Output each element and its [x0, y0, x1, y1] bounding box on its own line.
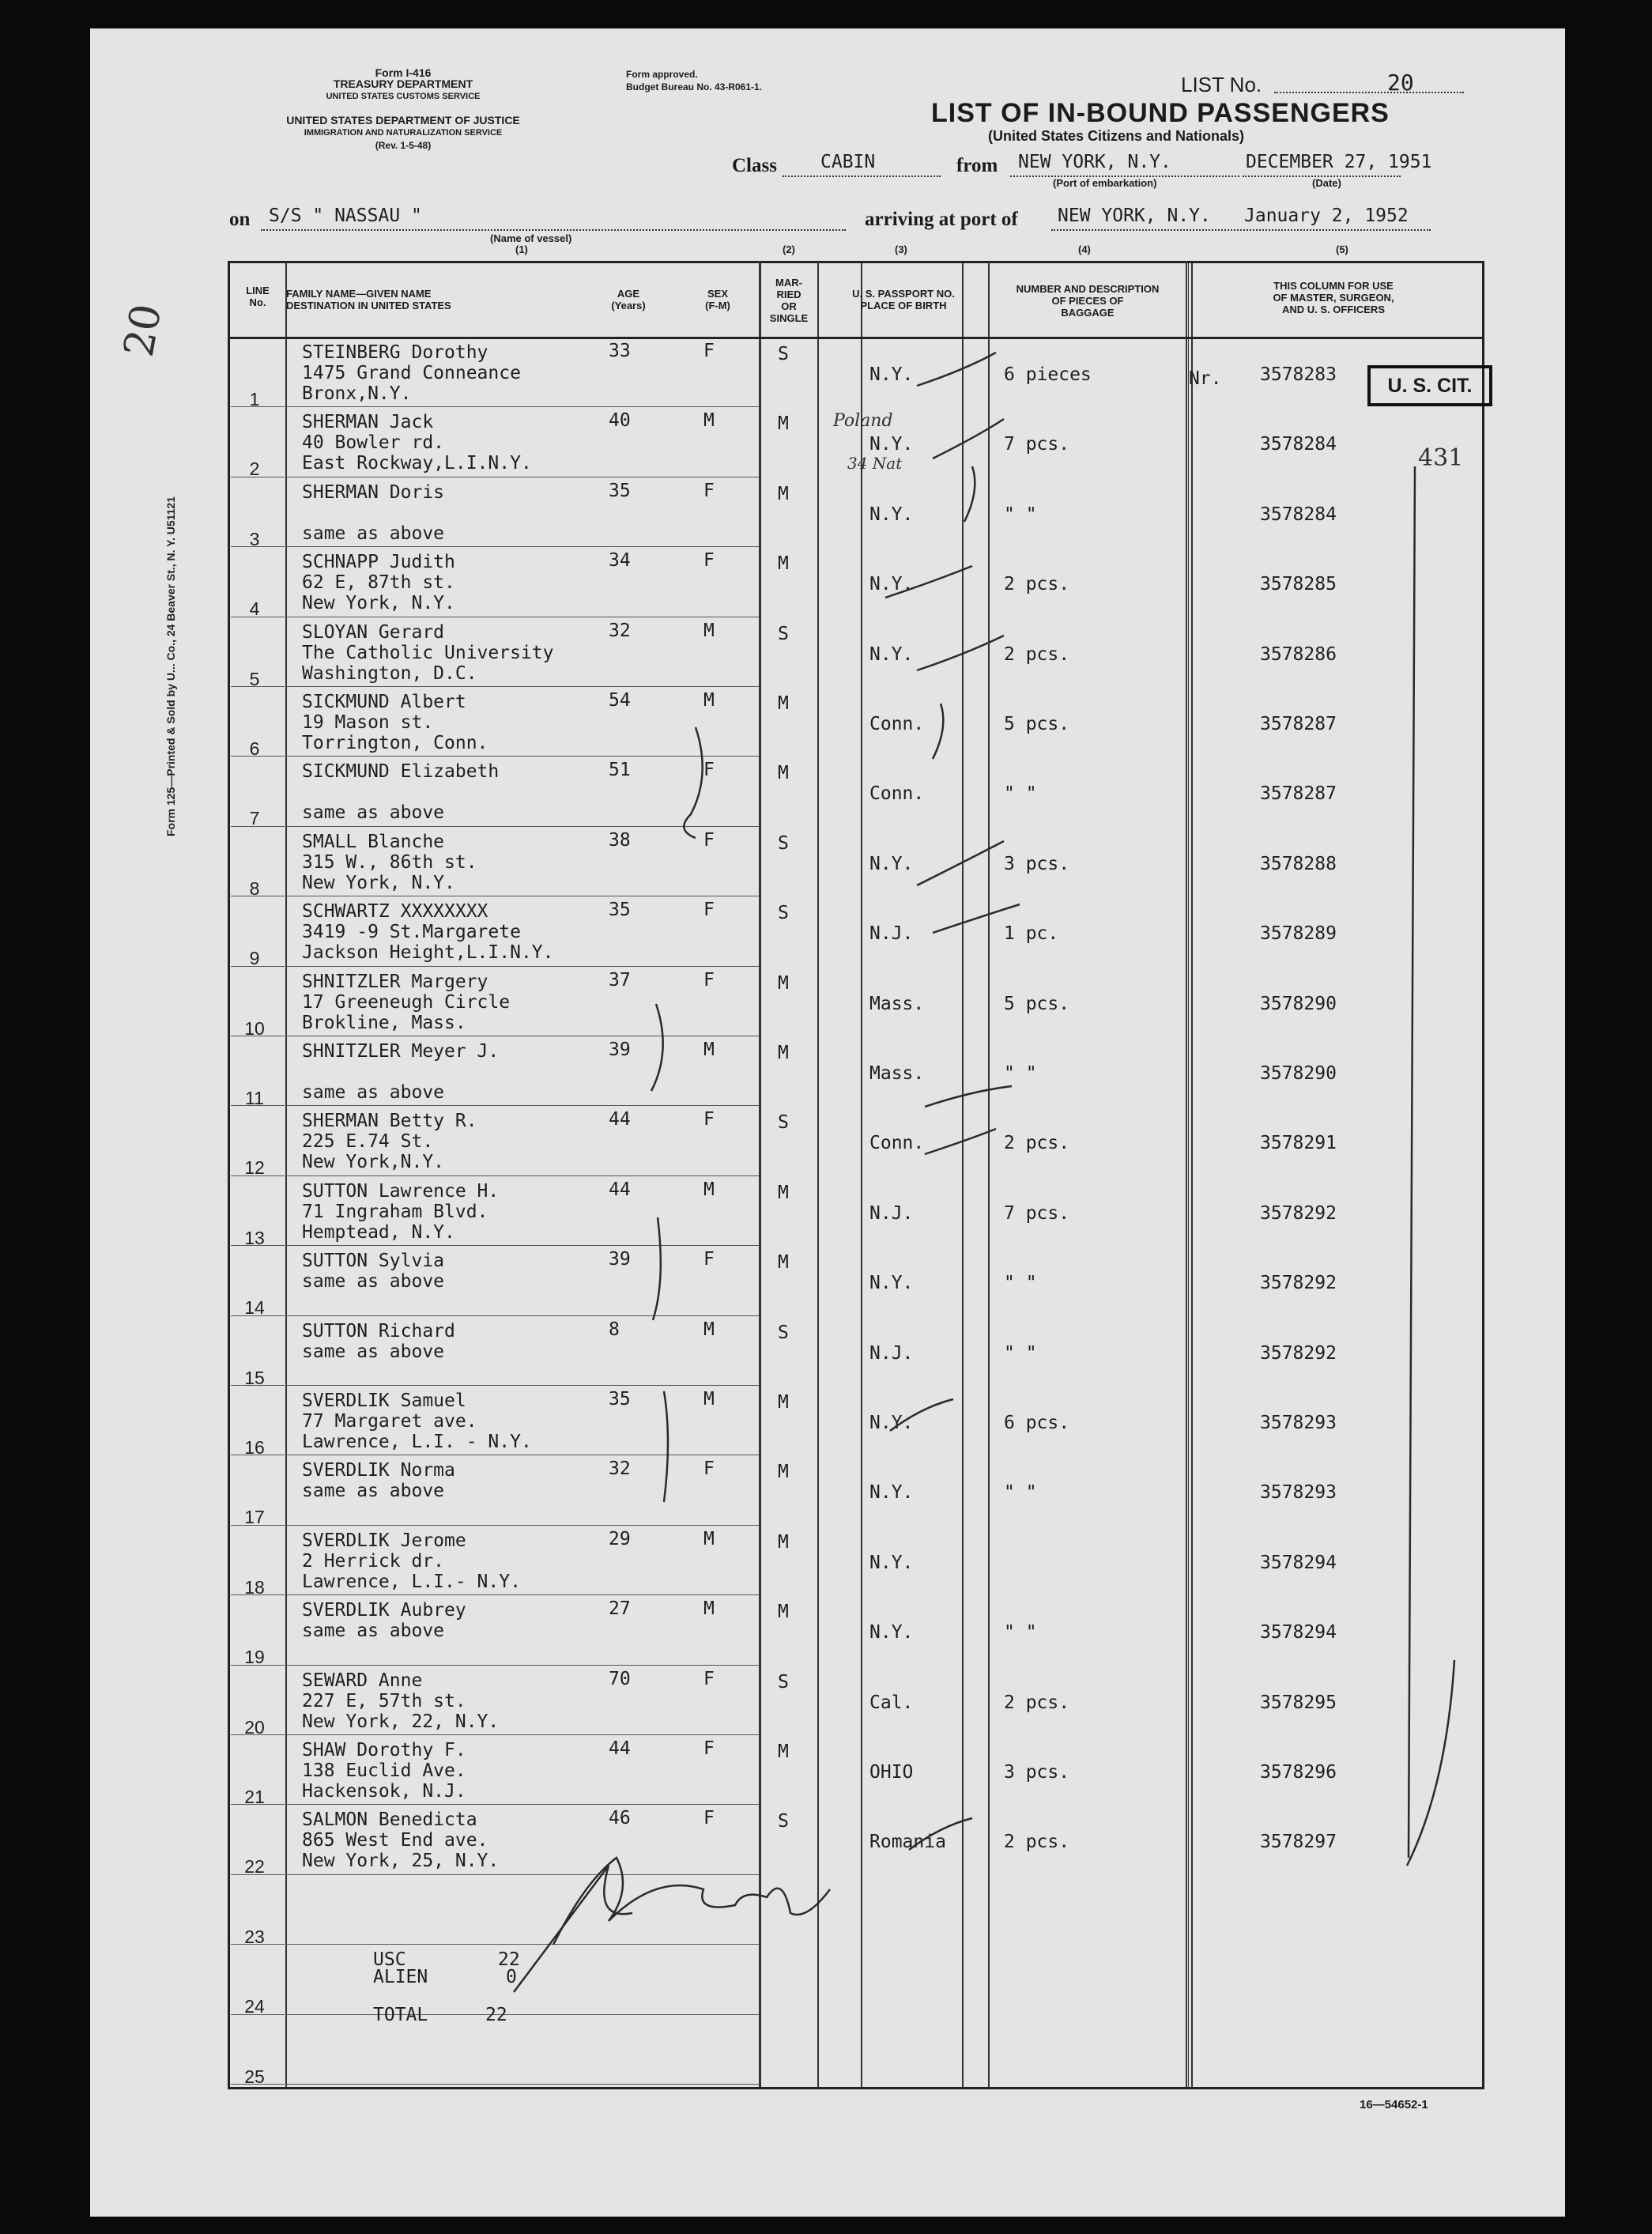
- handwritten-431: 431: [1418, 444, 1464, 472]
- place-of-birth: Cal.: [869, 1692, 914, 1713]
- sex: M: [703, 410, 715, 432]
- passenger-name-line: 865 West End ave.: [302, 1830, 488, 1851]
- passenger-name-line: Brokline, Mass.: [302, 1012, 466, 1033]
- signature: [553, 1858, 830, 1945]
- ticket-number: 3578291: [1260, 1133, 1337, 1154]
- line-number: 12: [244, 1157, 265, 1179]
- list-no-value: 20: [1387, 70, 1414, 96]
- arrival-date-value: January 2, 1952: [1244, 206, 1409, 226]
- marital-status: M: [778, 1602, 789, 1623]
- passenger-name-line: 40 Bowler rd.: [302, 432, 445, 454]
- caption-3: (3): [895, 243, 907, 255]
- officer-slash: [1407, 1660, 1454, 1866]
- vessel-caption: (Name of vessel): [490, 232, 572, 244]
- ticket-number: 3578296: [1260, 1762, 1337, 1783]
- place-of-birth: N.J.: [869, 923, 914, 945]
- line-number: 22: [244, 1856, 265, 1877]
- passenger-name-line: 227 E, 57th st.: [302, 1690, 466, 1711]
- place-of-birth: N.Y.: [869, 1552, 914, 1573]
- line-number: 10: [244, 1017, 265, 1039]
- check-mark: [933, 704, 943, 759]
- passenger-name-line: 77 Margaret ave.: [302, 1411, 477, 1432]
- passenger-name-line: The Catholic University: [302, 642, 554, 663]
- sex: F: [703, 1738, 715, 1759]
- line-number: 1: [249, 389, 260, 409]
- sex: M: [703, 690, 715, 711]
- age: 33: [609, 341, 631, 361]
- line-number: 11: [245, 1088, 264, 1108]
- age: 39: [609, 1040, 631, 1060]
- check-mark: [917, 841, 1004, 885]
- baggage: " ": [1004, 1482, 1037, 1504]
- form-approved: Form approved.: [626, 69, 698, 80]
- ticket-number: 3578283: [1260, 364, 1337, 385]
- place-of-birth: Romania: [869, 1832, 946, 1853]
- line-number: 2: [249, 458, 260, 480]
- line-number: 13: [244, 1227, 265, 1248]
- sex: F: [703, 1109, 715, 1130]
- header-age: AGE (Years): [611, 288, 646, 311]
- marital-status: S: [778, 903, 789, 924]
- age: 44: [609, 1109, 631, 1130]
- age: 29: [609, 1528, 631, 1549]
- age: 32: [609, 620, 631, 641]
- passenger-name-line: 3419 -9 St.Margarete: [302, 922, 521, 943]
- marital-status: M: [778, 1182, 789, 1203]
- line-number: 20: [244, 1716, 265, 1738]
- line-number: 16: [244, 1437, 265, 1458]
- passenger-name-line: SHNITZLER Margery: [302, 971, 488, 992]
- ticket-number: 3578293: [1260, 1413, 1337, 1433]
- passenger-name-line: SALMON Benedicta: [302, 1809, 477, 1831]
- baggage: 3 pcs.: [1004, 853, 1070, 874]
- passenger-name-line: Bronx,N.Y.: [302, 383, 412, 404]
- sex: M: [703, 1040, 715, 1060]
- baggage: 6 pieces: [1004, 364, 1092, 385]
- marital-status: S: [778, 832, 789, 854]
- margin-handwritten-number: 20: [115, 300, 172, 360]
- passenger-name-line: Washington, D.C.: [302, 662, 477, 684]
- class-value: CABIN: [820, 152, 876, 172]
- from-value: NEW YORK, N.Y.: [1018, 152, 1171, 172]
- caption-4: (4): [1078, 243, 1091, 255]
- bracket-mark: [651, 1004, 663, 1091]
- sex: F: [703, 760, 715, 781]
- baggage: 1 pc.: [1004, 923, 1059, 945]
- line-number: 3: [249, 528, 260, 549]
- manifest-title: LIST OF IN-BOUND PASSENGERS: [931, 98, 1390, 128]
- sex: F: [703, 1459, 715, 1480]
- baggage: 6 pcs.: [1004, 1413, 1070, 1433]
- sex: F: [703, 550, 715, 572]
- line-number: 8: [249, 877, 260, 899]
- age: 34: [609, 550, 631, 572]
- place-of-birth: N.Y.: [869, 1413, 914, 1433]
- sex: M: [703, 1598, 715, 1620]
- bracket-mark: [664, 1391, 668, 1502]
- passenger-name-line: 1475 Grand Conneance: [302, 363, 521, 383]
- check-mark: [925, 1129, 996, 1154]
- vessel-value: S/S " NASSAU ": [269, 206, 422, 226]
- check-mark: [933, 419, 1004, 458]
- age: 44: [609, 1179, 631, 1200]
- nr-prefix: Nr.: [1189, 368, 1222, 389]
- baggage: " ": [1004, 1342, 1037, 1364]
- passenger-name-line: SVERDLIK Samuel: [302, 1391, 466, 1411]
- passenger-name-line: New York, N.Y.: [302, 593, 455, 614]
- ins-service: IMMIGRATION AND NATURALIZATION SERVICE: [304, 128, 503, 138]
- baggage: 5 pcs.: [1004, 714, 1070, 734]
- caption-5: (5): [1336, 243, 1348, 255]
- marital-status: S: [778, 1811, 789, 1832]
- ticket-number: 3578287: [1260, 783, 1337, 805]
- place-of-birth: Conn.: [869, 783, 925, 805]
- passenger-name-line: SVERDLIK Jerome: [302, 1530, 466, 1551]
- footer-code: 16—54652-1: [1360, 2098, 1428, 2111]
- line-number: 15: [244, 1367, 265, 1388]
- passenger-name-line: SHERMAN Doris: [302, 481, 445, 503]
- marital-status: M: [778, 1742, 789, 1762]
- header-line-no: LINE No.: [246, 285, 270, 308]
- place-of-birth: N.Y.: [869, 1622, 914, 1643]
- marital-status: S: [778, 1112, 789, 1134]
- baggage: 2 pcs.: [1004, 1832, 1070, 1853]
- ticket-number: 3578295: [1260, 1692, 1337, 1713]
- caption-2: (2): [783, 243, 795, 255]
- line-number: 19: [244, 1647, 265, 1668]
- age: 39: [609, 1249, 631, 1270]
- age: 35: [609, 1389, 631, 1409]
- ticket-number: 3578284: [1260, 434, 1337, 455]
- passenger-name-line: same as above: [302, 802, 445, 824]
- sex: F: [703, 969, 715, 991]
- place-of-birth: N.Y.: [869, 364, 914, 385]
- passenger-name-line: SVERDLIK Aubrey: [302, 1600, 466, 1621]
- passenger-name-line: 138 Euclid Ave.: [302, 1760, 466, 1781]
- ticket-number: 3578292: [1260, 1273, 1337, 1294]
- sex: M: [703, 1179, 715, 1200]
- line-number: 18: [244, 1576, 265, 1598]
- line-number: 14: [244, 1297, 265, 1319]
- ticket-number: 3578290: [1260, 1063, 1337, 1084]
- usc-label: USC: [373, 1949, 406, 1970]
- check-mark: [890, 1399, 953, 1431]
- passenger-name-line: Lawrence, L.I. - N.Y.: [302, 1432, 532, 1452]
- marital-status: M: [778, 1531, 789, 1553]
- marital-status: M: [778, 763, 789, 784]
- passenger-name-line: Hackensok, N.J.: [302, 1781, 466, 1802]
- age: 70: [609, 1668, 631, 1689]
- marital-status: S: [778, 344, 789, 364]
- marital-status: S: [778, 623, 789, 644]
- ticket-number: 3578286: [1260, 643, 1337, 665]
- place-of-birth: Conn.: [869, 714, 925, 734]
- manifest-subtitle: (United States Citizens and Nationals): [988, 128, 1245, 144]
- marital-status: M: [778, 693, 789, 714]
- passenger-name-line: SMALL Blanche: [302, 831, 445, 852]
- class-label: Class: [732, 155, 777, 176]
- baggage: 2 pcs.: [1004, 1692, 1070, 1713]
- vessel-caption-num: (1): [515, 243, 528, 255]
- marital-status: M: [778, 553, 789, 575]
- passenger-name-line: 225 E.74 St.: [302, 1131, 434, 1153]
- place-of-birth: Conn.: [869, 1133, 925, 1154]
- line-number: 25: [244, 2066, 265, 2087]
- passenger-name-line: SHERMAN Betty R.: [302, 1111, 477, 1132]
- baggage: " ": [1004, 1063, 1037, 1084]
- baggage: 7 pcs.: [1004, 1202, 1070, 1224]
- alien-label: ALIEN: [373, 1967, 428, 1987]
- check-mark: [933, 904, 1020, 933]
- marital-status: M: [778, 413, 789, 435]
- place-of-birth: Mass.: [869, 1063, 925, 1084]
- place-of-birth: N.Y.: [869, 853, 914, 874]
- age: 8: [609, 1319, 620, 1340]
- place-of-birth: N.Y.: [869, 434, 914, 455]
- total-value: 22: [485, 2005, 507, 2025]
- marital-status: S: [778, 1671, 789, 1692]
- passenger-name-line: New York, 22, N.Y.: [302, 1711, 500, 1732]
- baggage: 2 pcs.: [1004, 643, 1070, 665]
- treasury-department: TREASURY DEPARTMENT: [333, 77, 473, 90]
- check-mark: [917, 353, 996, 386]
- passenger-name-line: New York,N.Y.: [302, 1152, 445, 1173]
- passenger-name-line: 62 E, 87th st.: [302, 572, 455, 594]
- ticket-number: 3578287: [1260, 714, 1337, 734]
- header-married: MAR- RIED OR SINGLE: [769, 277, 809, 324]
- ticket-number: 3578284: [1260, 504, 1337, 525]
- passenger-name-line: 17 Greeneugh Circle: [302, 991, 511, 1013]
- bracket-mark: [684, 727, 702, 838]
- sex: M: [703, 1528, 715, 1549]
- place-of-birth: N.Y.: [869, 504, 914, 525]
- baggage: " ": [1004, 1622, 1037, 1643]
- passenger-name-line: SICKMUND Albert: [302, 692, 466, 712]
- officer-vertical-line: [1409, 466, 1415, 1858]
- passenger-name-line: SVERDLIK Norma: [302, 1460, 455, 1481]
- marital-status: M: [778, 1462, 789, 1483]
- place-of-birth: Mass.: [869, 993, 925, 1014]
- ticket-number: 3578288: [1260, 853, 1337, 874]
- budget-bureau: Budget Bureau No. 43-R061-1.: [626, 81, 763, 92]
- age: 40: [609, 410, 631, 432]
- department-of-justice: UNITED STATES DEPARTMENT OF JUSTICE: [286, 114, 520, 126]
- passenger-name-line: Hemptead, N.Y.: [302, 1221, 455, 1243]
- place-of-birth: N.J.: [869, 1342, 914, 1364]
- baggage: 5 pcs.: [1004, 993, 1070, 1014]
- check-mark: [964, 466, 975, 522]
- passenger-name-line: SICKMUND Elizabeth: [302, 761, 500, 783]
- line-number: 4: [249, 598, 260, 620]
- line-number: 24: [244, 1996, 265, 2017]
- side-print-text: Form 125—Printed & Sold by U... Co., 24 Beaver St., N. Y. U51121: [164, 496, 177, 836]
- passenger-name-line: Jackson Height,L.I.N.Y.: [302, 942, 554, 964]
- ticket-number: 3578292: [1260, 1202, 1337, 1224]
- arriving-label: arriving at port of: [865, 209, 1018, 230]
- baggage: 7 pcs.: [1004, 434, 1070, 455]
- age: 51: [609, 760, 631, 781]
- place-of-birth: N.J.: [869, 1202, 914, 1224]
- marital-status: M: [778, 1252, 789, 1274]
- line-number: 9: [249, 948, 260, 969]
- sex: F: [703, 1249, 715, 1270]
- date-caption: (Date): [1312, 177, 1341, 189]
- passenger-name-line: same as above: [302, 1621, 445, 1642]
- header-sex: SEX (F-M): [705, 288, 730, 311]
- passenger-name-line: 2 Herrick dr.: [302, 1550, 445, 1572]
- header-passport: U. S. PASSPORT NO. PLACE OF BIRTH: [852, 288, 955, 311]
- line-number: 17: [244, 1507, 265, 1528]
- age: 54: [609, 690, 631, 711]
- line-number: 7: [249, 808, 260, 829]
- ticket-number: 3578297: [1260, 1832, 1337, 1853]
- ticket-number: 3578294: [1260, 1552, 1337, 1573]
- baggage: 2 pcs.: [1004, 1133, 1070, 1154]
- header-name: FAMILY NAME—GIVEN NAME DESTINATION IN UNITED STATES: [286, 288, 451, 311]
- baggage: " ": [1004, 783, 1037, 805]
- place-of-birth: N.Y.: [869, 1273, 914, 1294]
- passenger-name-line: SUTTON Sylvia: [302, 1251, 445, 1272]
- baggage: " ": [1004, 504, 1037, 525]
- passenger-name-line: SCHNAPP Judith: [302, 552, 455, 573]
- age: 27: [609, 1598, 631, 1620]
- age: 35: [609, 480, 631, 501]
- date-value: DECEMBER 27, 1951: [1246, 152, 1432, 172]
- form-number: Form I-416: [375, 66, 432, 79]
- age: 46: [609, 1808, 631, 1829]
- handwritten-poland: Poland: [833, 411, 893, 431]
- signature: [514, 1866, 632, 1992]
- place-of-birth: N.Y.: [869, 574, 914, 595]
- sex: M: [703, 1319, 715, 1340]
- sex: M: [703, 1389, 715, 1409]
- list-no-label: LIST No.: [1181, 73, 1262, 96]
- ticket-number: 3578293: [1260, 1482, 1337, 1504]
- sex: F: [703, 900, 715, 921]
- line-number: 6: [249, 738, 260, 759]
- baggage: 3 pcs.: [1004, 1762, 1070, 1783]
- check-mark: [917, 636, 1004, 670]
- alien-value: 0: [506, 1967, 517, 1987]
- check-mark: [885, 566, 972, 598]
- sex: F: [703, 480, 715, 501]
- passenger-name-line: East Rockway,L.I.N.Y.: [302, 453, 532, 474]
- passenger-name-line: same as above: [302, 1481, 445, 1502]
- line-number: 5: [249, 668, 260, 689]
- usc-value: 22: [498, 1949, 520, 1970]
- baggage: " ": [1004, 1273, 1037, 1294]
- passenger-name-line: SHNITZLER Meyer J.: [302, 1041, 500, 1062]
- line-number: 23: [244, 1926, 265, 1947]
- sex: F: [703, 1808, 715, 1829]
- passenger-name-line: New York, 25, N.Y.: [302, 1851, 500, 1872]
- sex: F: [703, 341, 715, 361]
- arrival-port-value: NEW YORK, N.Y.: [1058, 206, 1211, 226]
- passenger-name-line: SLOYAN Gerard: [302, 621, 445, 643]
- age: 38: [609, 829, 631, 851]
- handwritten-nat: 34 Nat: [847, 454, 903, 473]
- passenger-name-line: Torrington, Conn.: [302, 733, 488, 753]
- ticket-number: 3578292: [1260, 1342, 1337, 1364]
- check-mark: [925, 1086, 1012, 1107]
- passenger-name-line: New York, N.Y.: [302, 872, 455, 893]
- age: 37: [609, 969, 631, 991]
- baggage: 2 pcs.: [1004, 574, 1070, 595]
- age: 32: [609, 1459, 631, 1480]
- ticket-number: 3578290: [1260, 993, 1337, 1014]
- passenger-name-line: Lawrence, L.I.- N.Y.: [302, 1571, 521, 1592]
- check-mark: [909, 1818, 972, 1850]
- ticket-number: 3578294: [1260, 1622, 1337, 1643]
- bracket-mark: [653, 1217, 661, 1320]
- place-of-birth: N.Y.: [869, 643, 914, 665]
- marital-status: M: [778, 972, 789, 994]
- port-embark-caption: (Port of embarkation): [1053, 177, 1157, 189]
- passenger-name-line: same as above: [302, 1271, 445, 1292]
- total-label: TOTAL: [373, 2005, 428, 2025]
- marital-status: S: [778, 1322, 789, 1343]
- passenger-name-line: STEINBERG Dorothy: [302, 342, 488, 363]
- header-officers: THIS COLUMN FOR USE OF MASTER, SURGEON, AND U. S. OFFICERS: [1273, 280, 1394, 315]
- passenger-name-line: SHAW Dorothy F.: [302, 1740, 466, 1760]
- passenger-name-line: 19 Mason st.: [302, 712, 434, 733]
- sex: F: [703, 829, 715, 851]
- marital-status: M: [778, 1392, 789, 1413]
- from-label: from: [956, 155, 998, 176]
- passenger-name-line: same as above: [302, 523, 445, 544]
- place-of-birth: N.Y.: [869, 1482, 914, 1504]
- passenger-name-line: same as above: [302, 1082, 445, 1103]
- revision: (Rev. 1-5-48): [375, 140, 432, 151]
- sex: F: [703, 1668, 715, 1689]
- age: 35: [609, 900, 631, 921]
- ticket-number: 3578285: [1260, 574, 1337, 595]
- passenger-name-line: SEWARD Anne: [302, 1670, 423, 1691]
- ticket-number: 3578289: [1260, 923, 1337, 945]
- passenger-name-line: 315 W., 86th st.: [302, 851, 477, 873]
- place-of-birth: OHIO: [869, 1762, 914, 1783]
- marital-status: M: [778, 483, 789, 504]
- line-number: 21: [244, 1787, 265, 1807]
- passenger-name-line: SCHWARTZ XXXXXXXX: [302, 901, 488, 923]
- passenger-name-line: same as above: [302, 1341, 445, 1362]
- sex: M: [703, 620, 715, 641]
- marital-status: M: [778, 1043, 789, 1063]
- us-citizen-stamp: U. S. CIT.: [1367, 365, 1492, 406]
- passenger-name-line: SHERMAN Jack: [302, 412, 434, 433]
- header-baggage: NUMBER AND DESCRIPTION OF PIECES OF BAGGAGE: [1016, 283, 1160, 319]
- passenger-name-line: 71 Ingraham Blvd.: [302, 1201, 488, 1222]
- passenger-name-line: SUTTON Lawrence H.: [302, 1180, 500, 1202]
- customs-service: UNITED STATES CUSTOMS SERVICE: [326, 92, 481, 101]
- on-label: on: [229, 209, 251, 230]
- age: 44: [609, 1738, 631, 1759]
- passenger-name-line: SUTTON Richard: [302, 1320, 455, 1342]
